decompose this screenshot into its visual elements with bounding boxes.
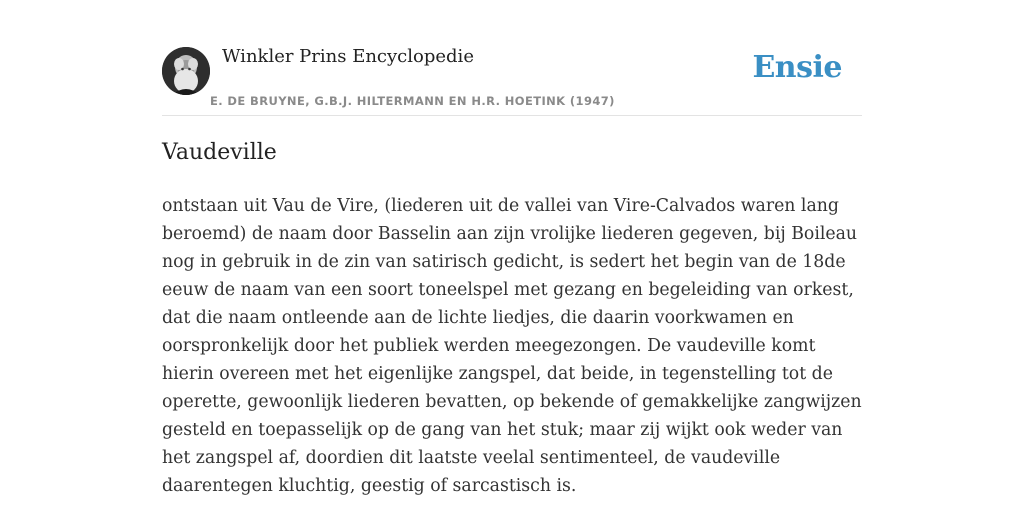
source-header (162, 0, 862, 116)
source-authors: E. DE BRUYNE, G.B.J. HILTERMANN EN H.R. HOETINK (1947) (210, 94, 615, 108)
source-title[interactable]: Winkler Prins Encyclopedie (222, 46, 474, 67)
article-title: Vaudeville (162, 140, 277, 165)
ensie-logo[interactable]: Ensie (752, 50, 842, 85)
article-card (162, 0, 862, 496)
portrait-avatar (162, 47, 210, 95)
article-body: ontstaan uit Vau de Vire, (liederen uit de vallei van Vire-Calvados waren lang beroemd) de naam door Basselin aan zijn vrolijke liederen gegeven, bij Boileau nog in gebruik in de zin van satirisch gedicht, is sedert het begin van de 18de eeuw de naam van een soort toneelspel met gezang en begeleiding van orkest, dat die naam ontleende aan de lichte liedjes, die daarin voorkwamen en oorspronkelijk door het publiek werden meegezongen. De vaudeville komt hierin overeen met het eigenlijke zangspel, dat beide, in tegenstelling tot de operette, gewoonlijk liederen bevatten, op bekende of gemakkelijke zangwijzen gesteld en toepasselijk op de gang van het stuk; maar zij wijkt ook weder van het zangspel af, doordien dit laatste veelal sentimenteel, de vaudeville daarentegen kluchtig, geestig of sarcastisch is. (162, 196, 862, 496)
portrait-avatar-icon (162, 47, 210, 95)
